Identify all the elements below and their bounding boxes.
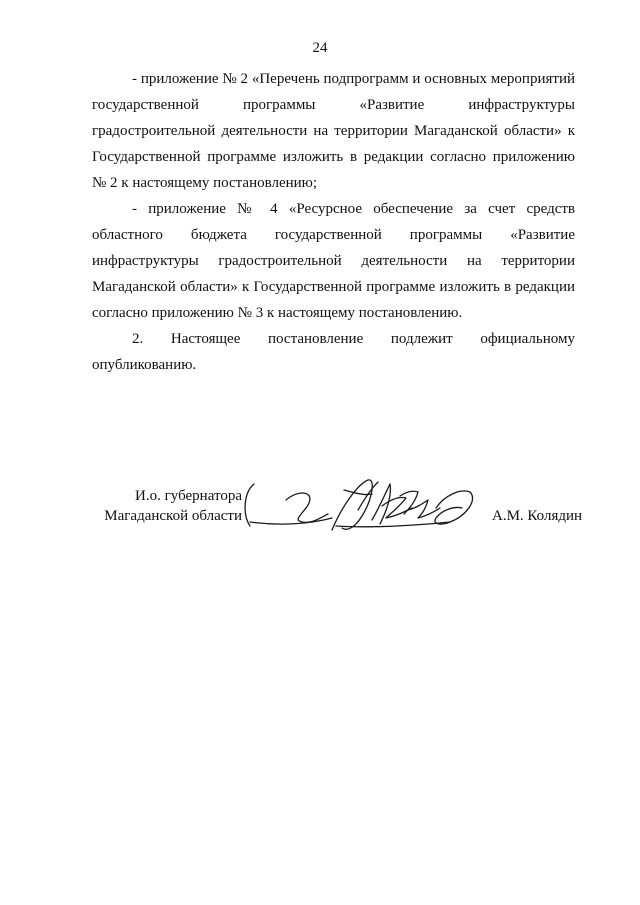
paragraph-appendix-2: - приложение № 2 «Перечень подпрограмм и основных мероприятий государственной программы «Развитие инфраструктуры градостроительной деятельности на территории Магаданской области» к Государственной программе изложить в редакции согласно приложению № 2 к настоящему постановлению; (92, 71, 575, 191)
paragraph-appendix-4: - приложение № 4 «Ресурсное обеспечение за счет средств областного бюджета государственной программы «Развитие инфраструктуры градостроительной деятельности на территории Магаданской области» к Государственной программе изложить в редакции согласно приложению № 3 к настоящему постановлению. (92, 201, 575, 321)
signatory-name: А.М. Колядин (492, 508, 583, 524)
signatory-title-line1: И.о. губернатора (135, 488, 242, 504)
signatory-title (92, 486, 242, 526)
handwritten-signature (240, 470, 480, 560)
page-number: 24 (312, 40, 328, 56)
document-body (92, 66, 575, 378)
paragraph-publication: 2. Настоящее постановление подлежит официальному опубликованию. (92, 331, 575, 373)
signatory-title-line2: Магаданской области (104, 508, 242, 524)
signature-block (92, 470, 592, 560)
